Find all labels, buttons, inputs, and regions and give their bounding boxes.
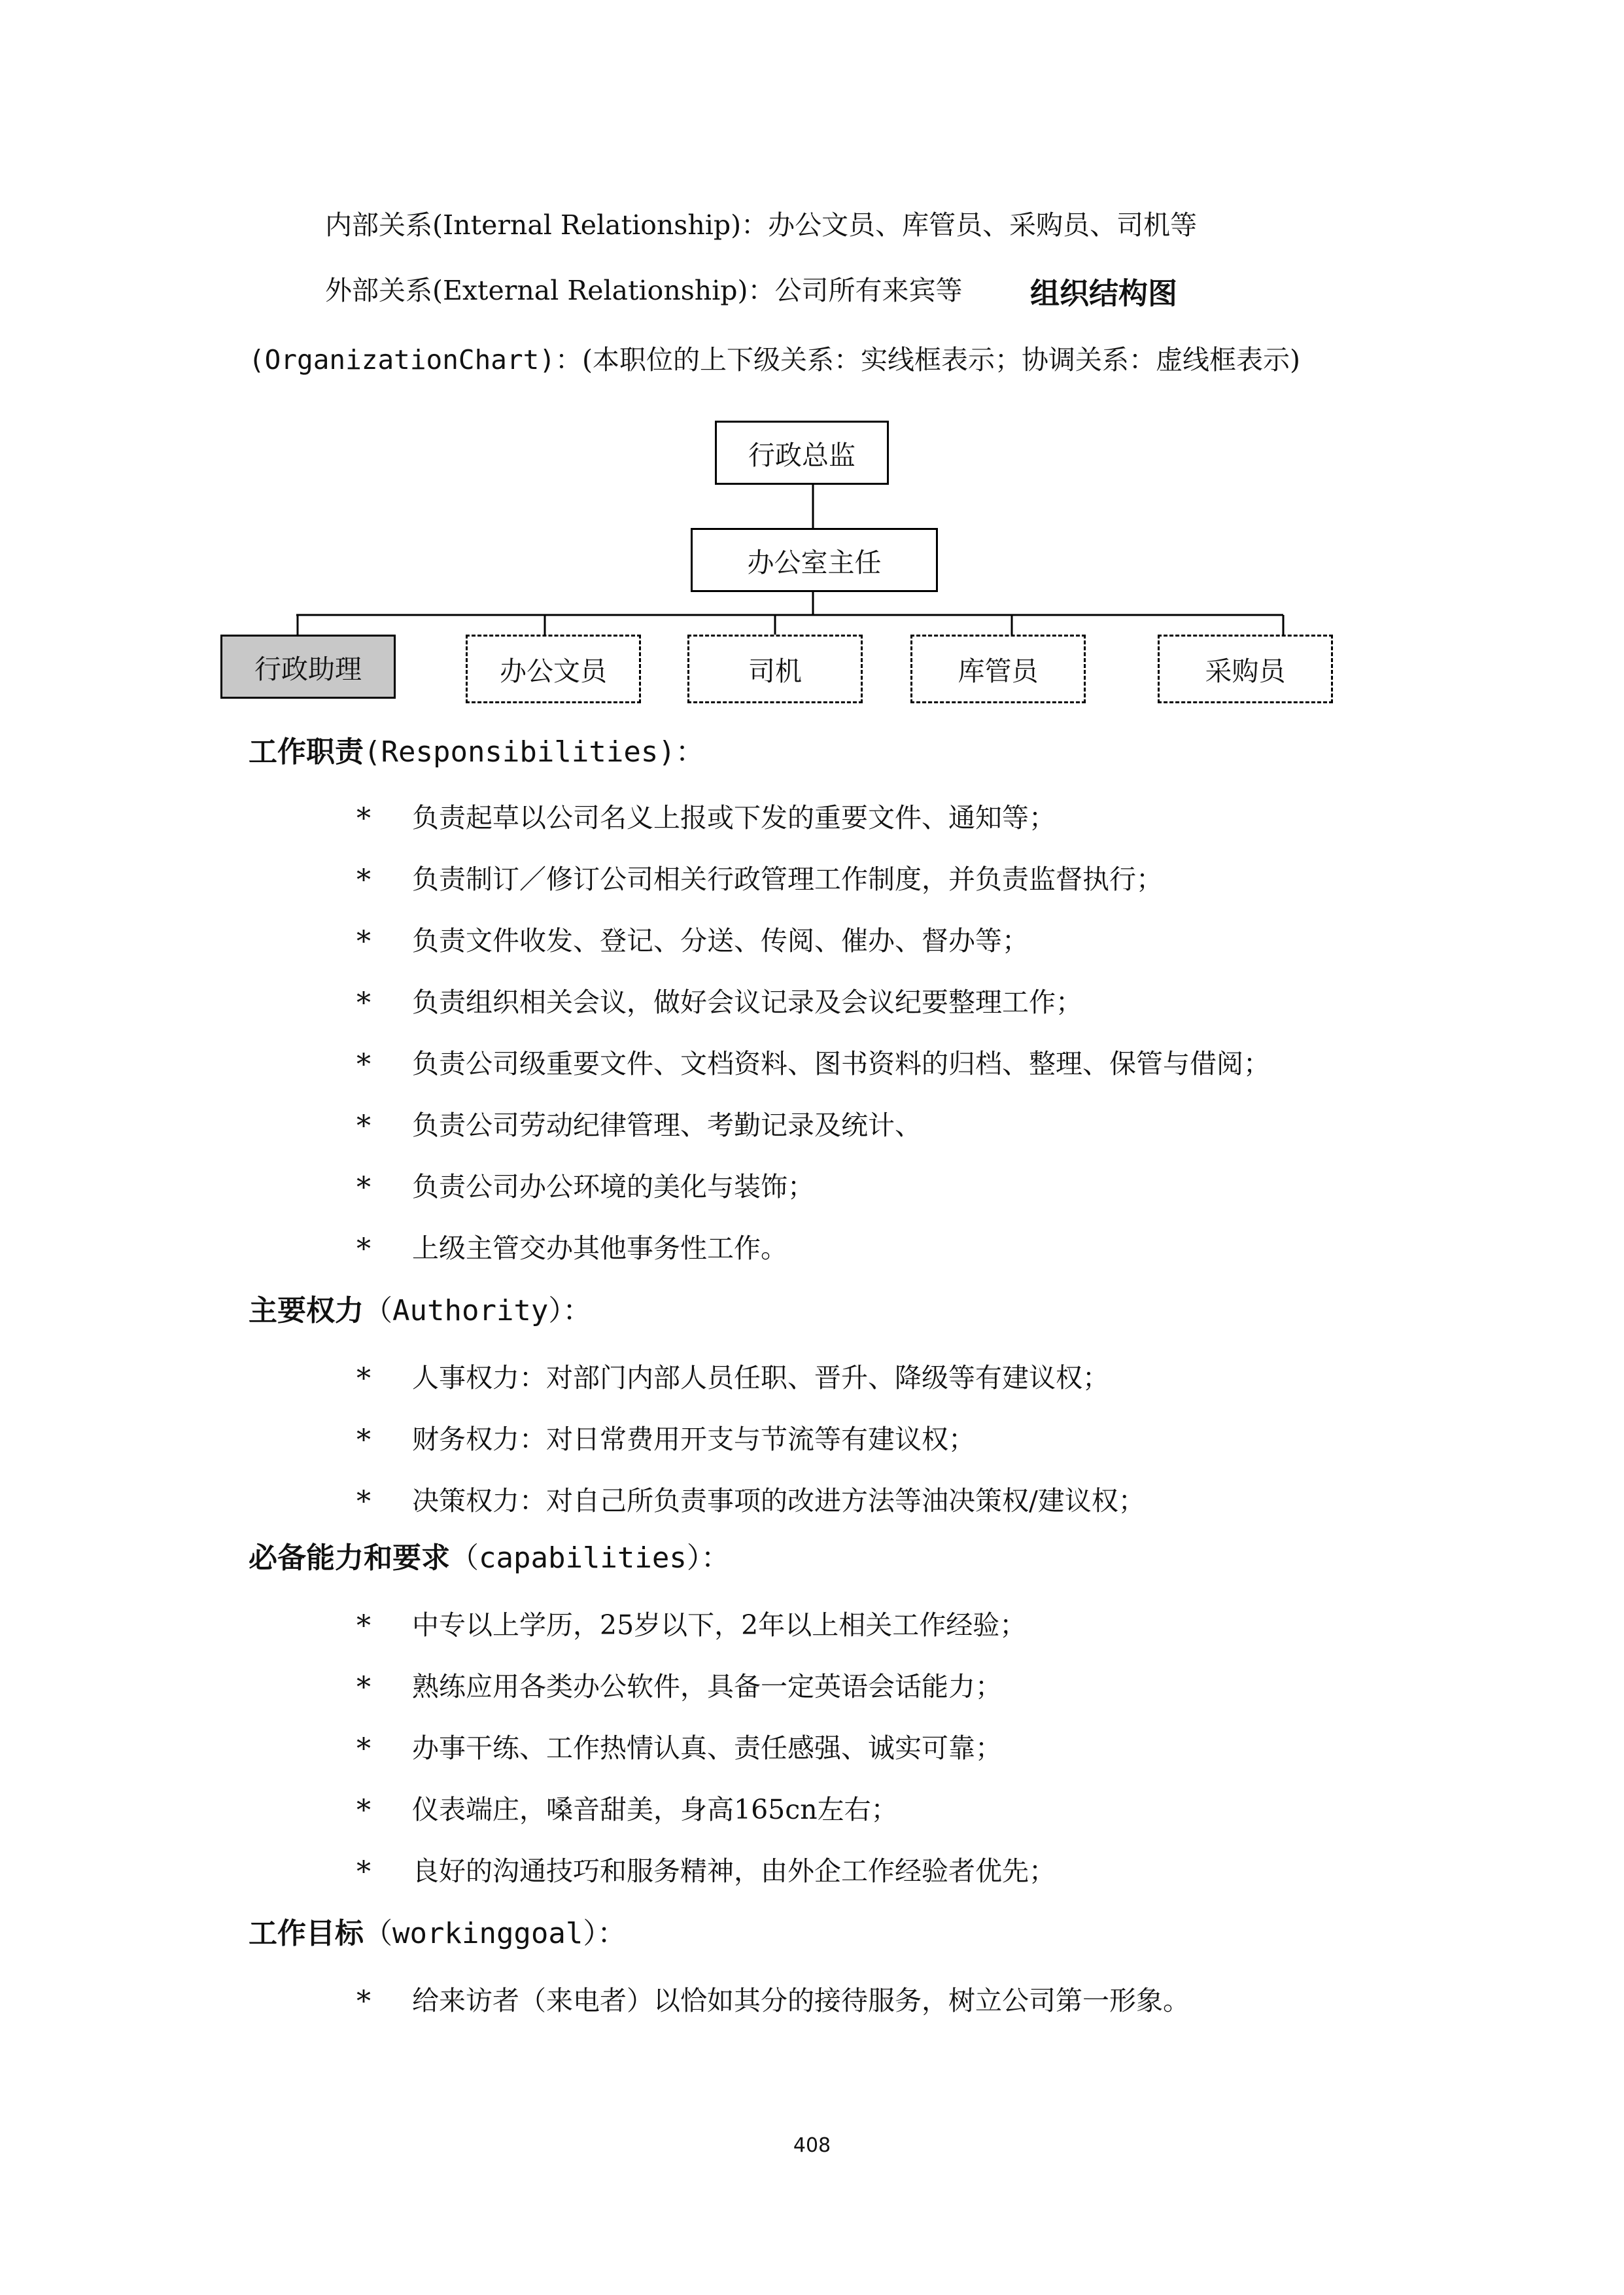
org-node-admin-assistant: 行政助理 [220, 635, 396, 699]
bullet-star: * [356, 1609, 371, 1643]
list-item: 负责组织相关会议，做好会议记录及会议纪要整理工作； [412, 987, 1082, 1018]
bullet-star: * [356, 925, 371, 958]
bullet-star: * [356, 1233, 371, 1266]
list-item: 负责公司劳动纪律管理、考勤记录及统计、 [412, 1110, 922, 1141]
bullet-star: * [356, 1985, 371, 2018]
list-item: 上级主管交办其他事务性工作。 [412, 1233, 787, 1264]
bullet-star: * [356, 1794, 371, 1827]
bullet-star: * [356, 864, 371, 897]
bullet-star: * [356, 1732, 371, 1766]
org-chart-connectors [0, 0, 1624, 720]
authority-heading-en: （Authority）： [364, 1294, 592, 1327]
goal-heading [249, 1916, 626, 1952]
list-item: 良好的沟通技巧和服务精神，由外企工作经验者优先； [412, 1855, 1056, 1887]
goal-heading-en: （workinggoal）： [364, 1917, 627, 1950]
list-item: 给来访者（来电者）以恰如其分的接待服务，树立公司第一形象。 [412, 1985, 1190, 2016]
responsibilities-heading [249, 734, 704, 771]
org-chart-note: (本职位的上下级关系：实线框表示；协调关系：虚线框表示) [582, 344, 1300, 376]
bullet-star: * [356, 1855, 371, 1889]
internal-relationship: 内部关系(Internal Relationship)：办公文员、库管员、采购员、司机等 [325, 209, 1198, 241]
authority-heading-cn: 主要权力 [249, 1294, 364, 1327]
bullet-star: * [356, 1171, 371, 1204]
org-chart-title: 组织结构图 [1030, 276, 1178, 311]
org-node-purchaser: 采购员 [1158, 635, 1333, 703]
authority-heading [249, 1293, 591, 1329]
bullet-star: * [356, 1485, 371, 1518]
list-item: 办事干练、工作热情认真、责任感强、诚实可靠； [412, 1732, 1002, 1764]
list-item: 负责文件收发、登记、分送、传阅、催办、督办等； [412, 925, 1029, 956]
bullet-star: * [356, 1362, 371, 1395]
capabilities-heading-cn: 必备能力和要求 [249, 1541, 450, 1575]
org-node-top: 行政总监 [715, 421, 889, 485]
org-node-warehouse-keeper: 库管员 [910, 635, 1086, 703]
org-node-driver: 司机 [687, 635, 863, 703]
capabilities-heading [249, 1540, 730, 1577]
list-item: 财务权力：对日常费用开支与节流等有建议权； [412, 1424, 975, 1455]
list-item: 负责公司办公环境的美化与装饰； [412, 1171, 814, 1202]
list-item: 熟练应用各类办公软件，具备一定英语会话能力； [412, 1671, 1002, 1702]
list-item: 仪表端庄，嗓音甜美，身高165cn左右； [412, 1794, 898, 1825]
goal-heading-cn: 工作目标 [249, 1917, 364, 1950]
capabilities-heading-en: （capabilities）： [450, 1541, 730, 1575]
org-chart-label: (OrganizationChart)： [249, 344, 582, 376]
responsibilities-heading-cn: 工作职责 [249, 735, 364, 769]
bullet-star: * [356, 1671, 371, 1704]
list-item: 负责公司级重要文件、文档资料、图书资料的归档、整理、保管与借阅； [412, 1048, 1270, 1079]
bullet-star: * [356, 1424, 371, 1457]
list-item: 中专以上学历，25岁以下，2年以上相关工作经验； [412, 1609, 1027, 1641]
bullet-star: * [356, 1048, 371, 1081]
org-node-office-clerk: 办公文员 [466, 635, 641, 703]
responsibilities-heading-en: (Responsibilities)： [364, 735, 704, 769]
page-number: 408 [793, 2134, 831, 2157]
list-item: 人事权力：对部门内部人员任职、晋升、降级等有建议权； [412, 1362, 1109, 1393]
bullet-star: * [356, 987, 371, 1020]
list-item: 决策权力：对自己所负责事项的改进方法等油决策权/建议权； [412, 1485, 1145, 1516]
bullet-star: * [356, 802, 371, 835]
bullet-star: * [356, 1110, 371, 1143]
list-item: 负责起草以公司名义上报或下发的重要文件、通知等； [412, 802, 1056, 833]
org-node-middle: 办公室主任 [691, 528, 938, 592]
external-relationship: 外部关系(External Relationship)：公司所有来宾等 [325, 275, 963, 306]
list-item: 负责制订／修订公司相关行政管理工作制度，并负责监督执行； [412, 864, 1163, 895]
